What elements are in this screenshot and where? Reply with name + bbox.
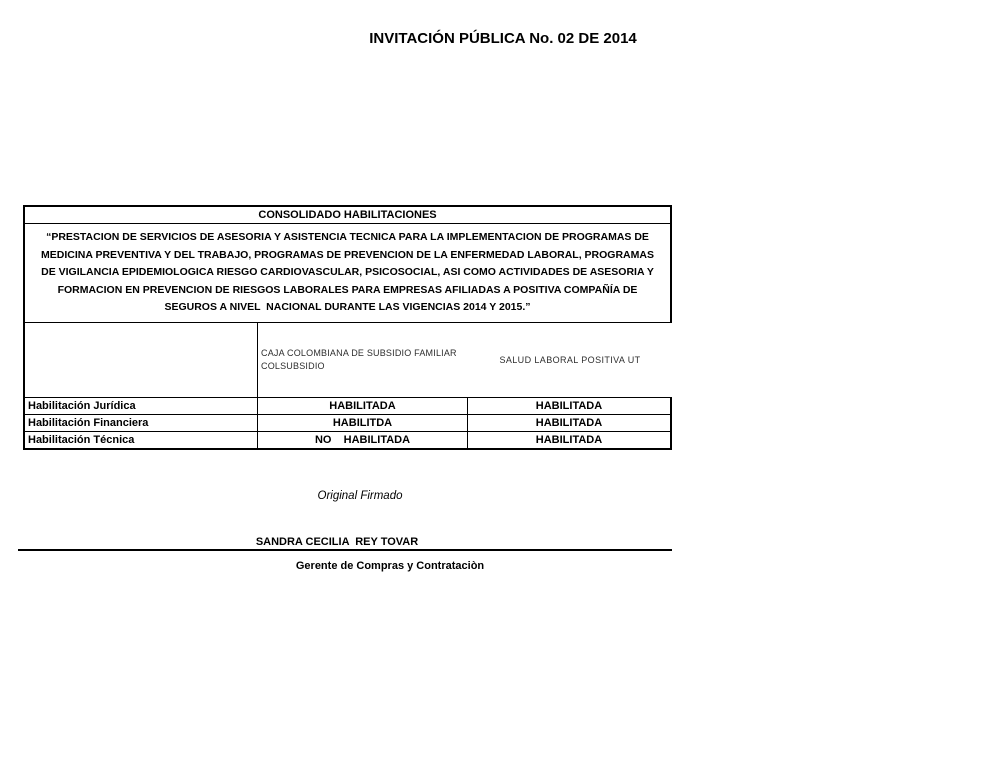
column-header-colsubsidio: CAJA COLOMBIANA DE SUBSIDIO FAMILIAR COLSUBSIDIO [261, 348, 457, 371]
object-paragraph-cell [23, 224, 672, 323]
row-label: Habilitación Técnica [25, 432, 258, 448]
colsubsidio-status: NO HABILITADA [258, 432, 468, 448]
habilitaciones-rows [23, 397, 672, 450]
row-label: Habilitación Financiera [25, 415, 258, 431]
original-firmado-note: Original Firmado [317, 490, 403, 502]
table-row-juridica [25, 398, 670, 415]
colsubsidio-status: HABILITDA [258, 415, 468, 431]
colsubsidio-status: HABILITADA [258, 398, 468, 414]
table-row-tecnica [25, 432, 670, 448]
column-header-salud-laboral: SALUD LABORAL POSITIVA UT [499, 355, 641, 365]
column-header-salud-laboral-cell [468, 323, 672, 397]
signature-line [18, 549, 672, 551]
column-header-colsubsidio-cell [258, 323, 468, 397]
table-row-financiera [25, 415, 670, 432]
row-label: Habilitación Jurídica [25, 398, 258, 414]
signature-name: SANDRA CECILIA REY TOVAR [255, 536, 419, 548]
bidders-header-row [23, 323, 672, 397]
salud-laboral-status: HABILITADA [535, 417, 603, 429]
consolidado-table [23, 205, 672, 450]
page-title: INVITACIÓN PÚBLICA No. 02 DE 2014 [369, 30, 637, 47]
table-title: CONSOLIDADO HABILITACIONES [23, 205, 672, 224]
salud-laboral-status: HABILITADA [535, 400, 603, 412]
signature-title: Gerente de Compras y Contrataciòn [295, 560, 485, 572]
object-paragraph: “PRESTACION DE SERVICIOS DE ASESORIA Y ASISTENCIA TECNICA PARA LA IMPLEMENTACION DE PROGRAMAS DE MEDICINA PREVENTIVA Y DEL TRABAJO, PROGRAMAS DE PREVENCION DE LA ENFERMEDAD LABORAL, PROGRAMAS DE VIGILANCIA EPIDEMIOLOGICA RIESGO CARDIOVASCULAR, PSICOSOCIAL, ASI COMO ACTIVIDADES DE ASESORIA Y FORMACION EN PREVENCION DE RIESGOS LABORALES PARA EMPRESAS AFILIADAS A POSITIVA COMPAÑÍA DE SEGUROS A NIVEL NACIONAL DURANTE LAS VIGENCIAS 2014 Y 2015.” [41, 231, 657, 314]
empty-header-cell [25, 323, 258, 397]
salud-laboral-status: HABILITADA [535, 434, 603, 446]
